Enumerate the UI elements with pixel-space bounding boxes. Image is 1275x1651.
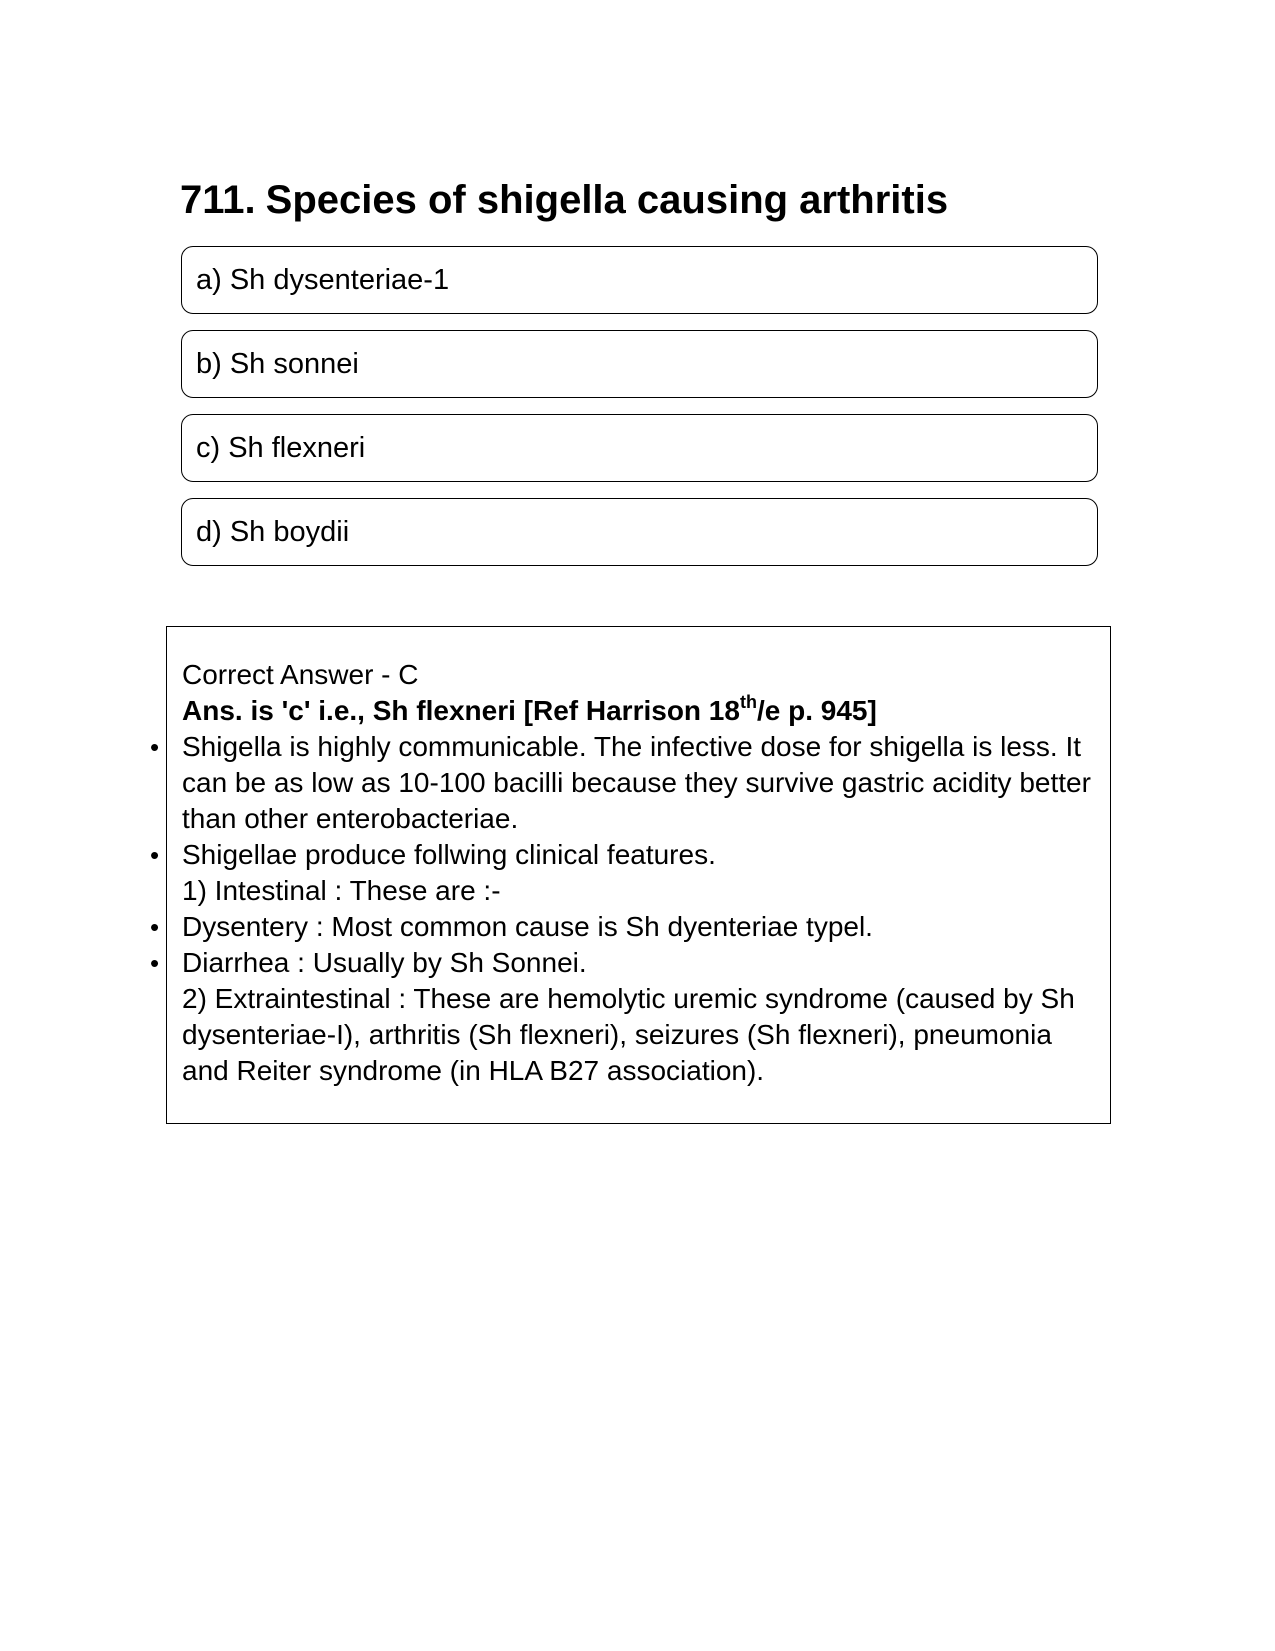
- option-a[interactable]: a) Sh dysenteriae-1: [181, 246, 1098, 314]
- extraintestinal-paragraph: 2) Extraintestinal : These are hemolytic uremic syndrome (caused by Sh dysenteriae-I), arthritis (Sh flexneri), seizures (Sh flexneri), pneumonia and Reiter syndrome (in HLA B27 association).: [182, 983, 1075, 1086]
- question-number: 711.: [180, 178, 256, 222]
- answer-reference-suffix: /e p. 945]: [756, 695, 877, 726]
- options-list: [181, 246, 1098, 582]
- answer-reference-line: [182, 693, 1097, 729]
- question-title: [180, 176, 948, 224]
- answer-reference-text: Ans. is 'c' i.e., Sh flexneri [Ref Harrison 18: [182, 695, 740, 726]
- explanation-bullet-1: • Shigella is highly communicable. The infective dose for shigella is less. It can be as low as 10-100 bacilli because they survive gastric acidity better than other enterobacteriae.: [182, 729, 1097, 837]
- answer-reference-superscript: th: [739, 692, 757, 712]
- question-text: Species of shigella causing arthritis: [265, 178, 949, 222]
- option-d[interactable]: d) Sh boydii: [181, 498, 1098, 566]
- correct-answer-line: Correct Answer - C: [182, 659, 419, 690]
- explanation-bullet-2: • Shigellae produce follwing clinical features.: [182, 837, 1097, 873]
- option-b[interactable]: b) Sh sonnei: [181, 330, 1098, 398]
- explanation-bullet-3: • Dysentery : Most common cause is Sh dyenteriae typel.: [182, 909, 1097, 945]
- intestinal-heading: 1) Intestinal : These are :-: [182, 875, 501, 906]
- answer-content: [182, 657, 1097, 1089]
- answer-explanation-box: [166, 626, 1111, 1124]
- explanation-bullet-4: • Diarrhea : Usually by Sh Sonnei.: [182, 945, 1097, 981]
- option-c[interactable]: c) Sh flexneri: [181, 414, 1098, 482]
